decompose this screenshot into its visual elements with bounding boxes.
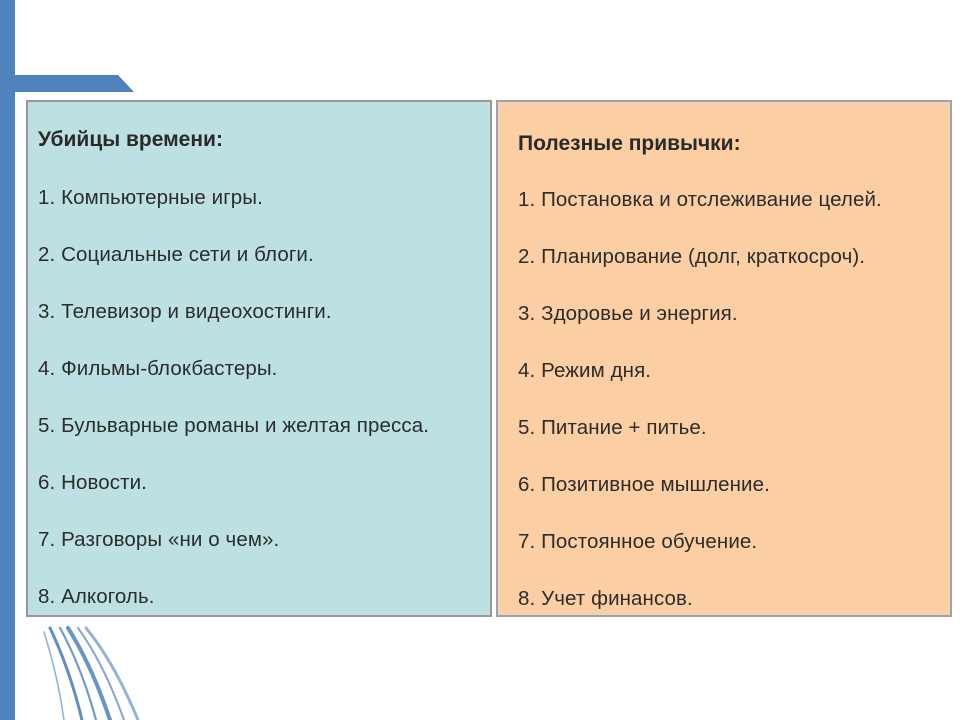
list-item: 5. Питание + питье. <box>518 416 707 439</box>
list-item: 5. Бульварные романы и желтая пресса. <box>38 414 429 437</box>
list-item: 4. Режим дня. <box>518 359 652 382</box>
time-killers-list <box>38 186 429 642</box>
useful-habits-list <box>518 188 882 644</box>
list-item: 3. Здоровье и энергия. <box>518 302 738 325</box>
useful-habits-title: Полезные привычки: <box>518 132 741 155</box>
list-item: 1. Постановка и отслеживание целей. <box>518 188 882 211</box>
list-item: 3. Телевизор и видеохостинги. <box>38 300 332 323</box>
time-killers-title: Убийцы времени: <box>38 128 223 151</box>
list-item: 6. Позитивное мышление. <box>518 473 770 496</box>
list-item: 7. Разговоры «ни о чем». <box>38 528 280 551</box>
list-item: 1. Компьютерные игры. <box>38 186 263 209</box>
list-item: 8. Учет финансов. <box>518 587 693 610</box>
list-item: 6. Новости. <box>38 471 147 494</box>
list-item: 2. Социальные сети и блоги. <box>38 243 314 266</box>
time-killers-panel <box>26 100 492 617</box>
accent-tab-top <box>15 75 134 92</box>
list-item: 2. Планирование (долг, краткосроч). <box>518 245 866 268</box>
list-item: 4. Фильмы-блокбастеры. <box>38 357 278 380</box>
list-item: 8. Алкоголь. <box>38 585 155 608</box>
accent-bar-left <box>0 0 15 720</box>
useful-habits-panel <box>496 100 952 617</box>
list-item: 7. Постоянное обучение. <box>518 530 758 553</box>
